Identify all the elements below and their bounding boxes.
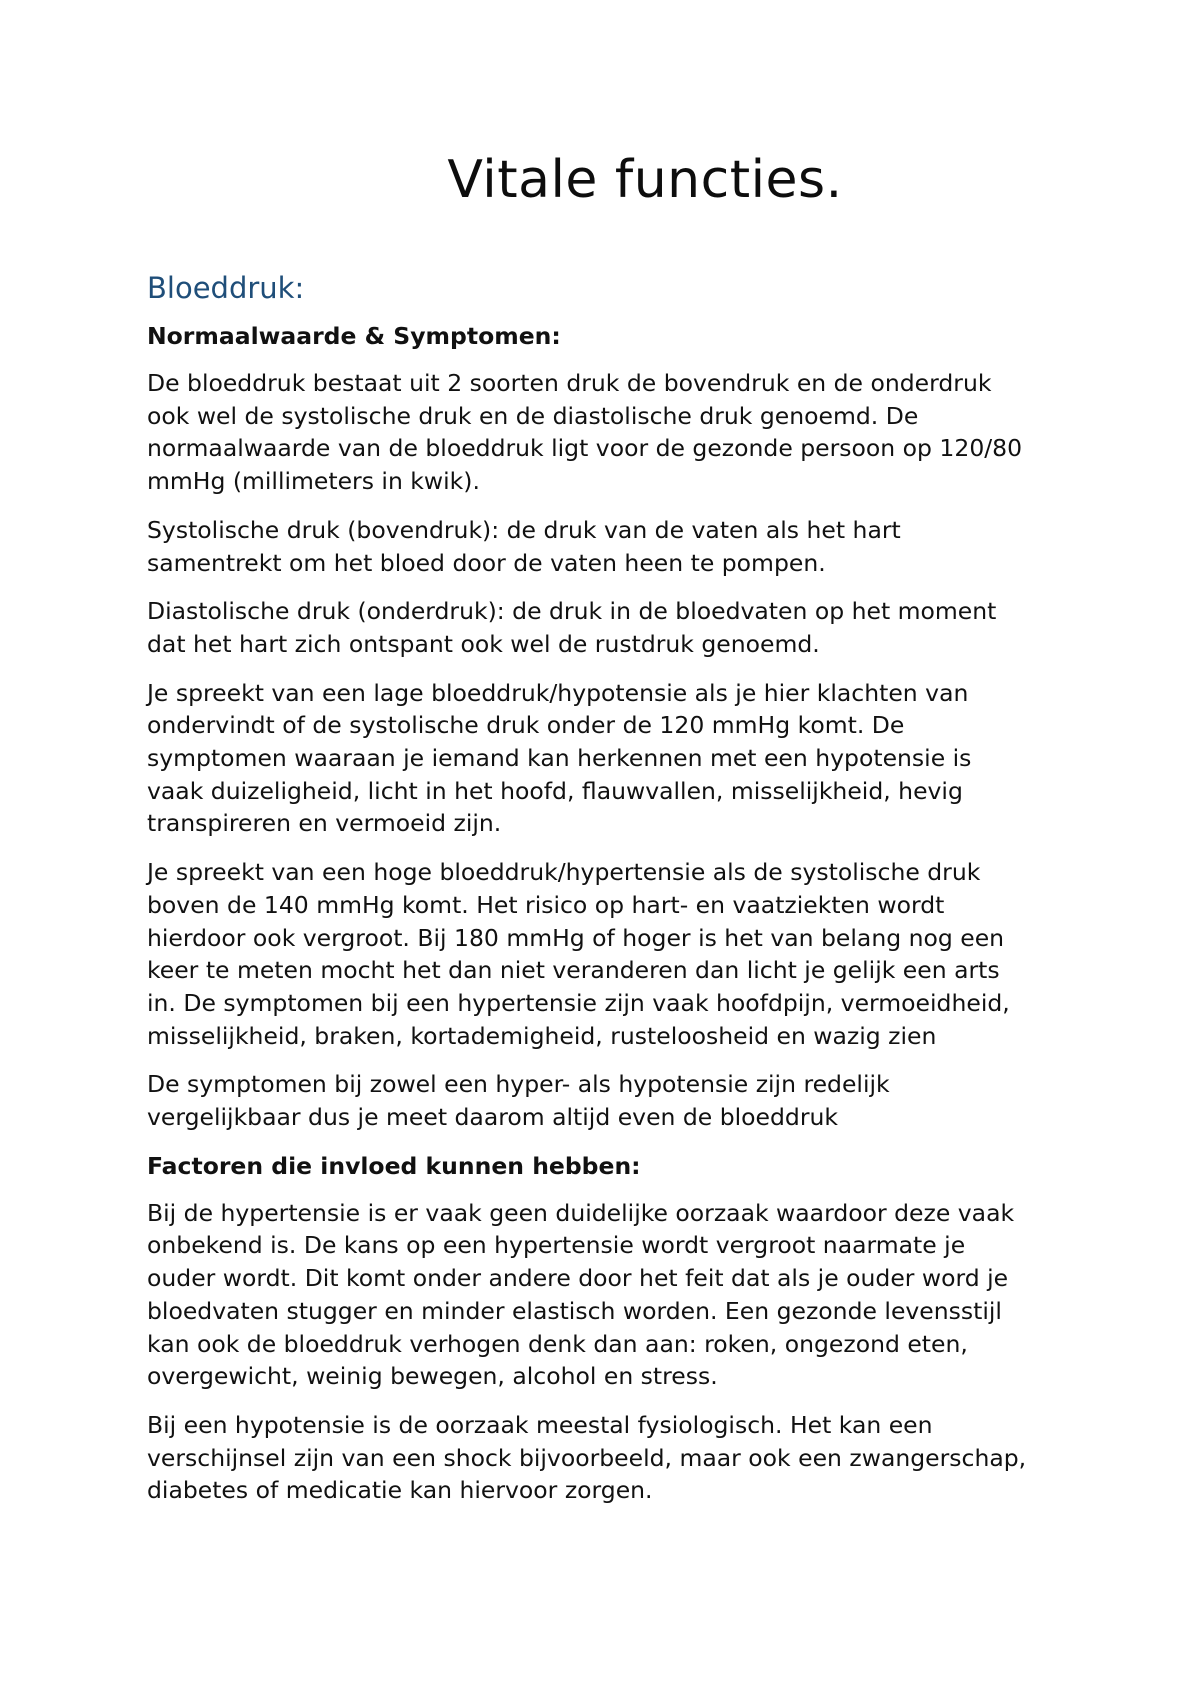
paragraph-hypotensie: Je spreekt van een lage bloeddruk/hypotensie als je hier klachten van ondervindt of de systolische druk onder de 120 mmHg komt. De symptomen waaraan je iemand kan herkennen met een hypotensie is vaak duizeligheid, licht in het hoofd, flauwvallen, misselijkheid, hevig transpireren en vermoeid zijn. (147, 678, 972, 838)
paragraph-symptomen-vergelijk: De symptomen bij zowel een hyper- als hypotensie zijn redelijk vergelijkbaar dus je meet daarom altijd even de bloeddruk (147, 1070, 890, 1132)
paragraph-bloeddruk-intro: De bloeddruk bestaat uit 2 soorten druk de bovendruk en de onderdruk ook wel de systolische druk en de diastolische druk genoemd. De normaalwaarde van de bloeddruk ligt voor de gezonde persoon op 120/80 mmHg (millimeters in kwik). (147, 369, 1023, 496)
document-title: Vitale functies. (447, 150, 843, 210)
subheading-factoren: Factoren die invloed kunnen hebben: (147, 1151, 641, 1180)
section-heading-bloeddruk: Bloeddruk: (147, 271, 305, 305)
paragraph-factoren-hypertensie: Bij de hypertensie is er vaak geen duidelijke oorzaak waardoor deze vaak onbekend is. De kans op een hypertensie wordt vergroot naarmate je ouder wordt. Dit komt onder andere door het feit dat als je ouder word je bloedvaten stugger en minder elastisch worden. Een gezonde levensstijl kan ook de bloeddruk verhogen denk dan aan: roken, ongezond eten, overgewicht, weinig bewegen, alcohol en stress. (147, 1198, 1015, 1391)
paragraph-factoren-hypotensie: Bij een hypotensie is de oorzaak meestal fysiologisch. Het kan een verschijnsel zijn van een shock bijvoorbeeld, maar ook een zwangerschap, diabetes of medicatie kan hiervoor zorgen. (147, 1410, 1027, 1505)
paragraph-systolische-druk: Systolische druk (bovendruk): de druk van de vaten als het hart samentrekt om het bloed door de vaten heen te pompen. (147, 515, 901, 577)
subheading-normaalwaarde: Normaalwaarde & Symptomen: (147, 322, 561, 350)
paragraph-hypertensie: Je spreekt van een hoge bloeddruk/hypertensie als de systolische druk boven de 140 mmHg komt. Het risico op hart- en vaatziekten wordt hierdoor ook vergroot. Bij 180 mmHg of hoger is het van belang nog een keer te meten mocht het dan niet veranderen dan licht je gelijk een arts in. De symptomen bij een hypertensie zijn vaak hoofdpijn, vermoeidheid, misselijkheid, braken, kortademigheid, rusteloosheid en wazig zien (147, 858, 1010, 1050)
document-body (147, 268, 1067, 1523)
paragraph-diastolische-druk: Diastolische druk (onderdruk): de druk in de bloedvaten op het moment dat het hart zich ontspant ook wel de rustdruk genoemd. (147, 597, 997, 658)
